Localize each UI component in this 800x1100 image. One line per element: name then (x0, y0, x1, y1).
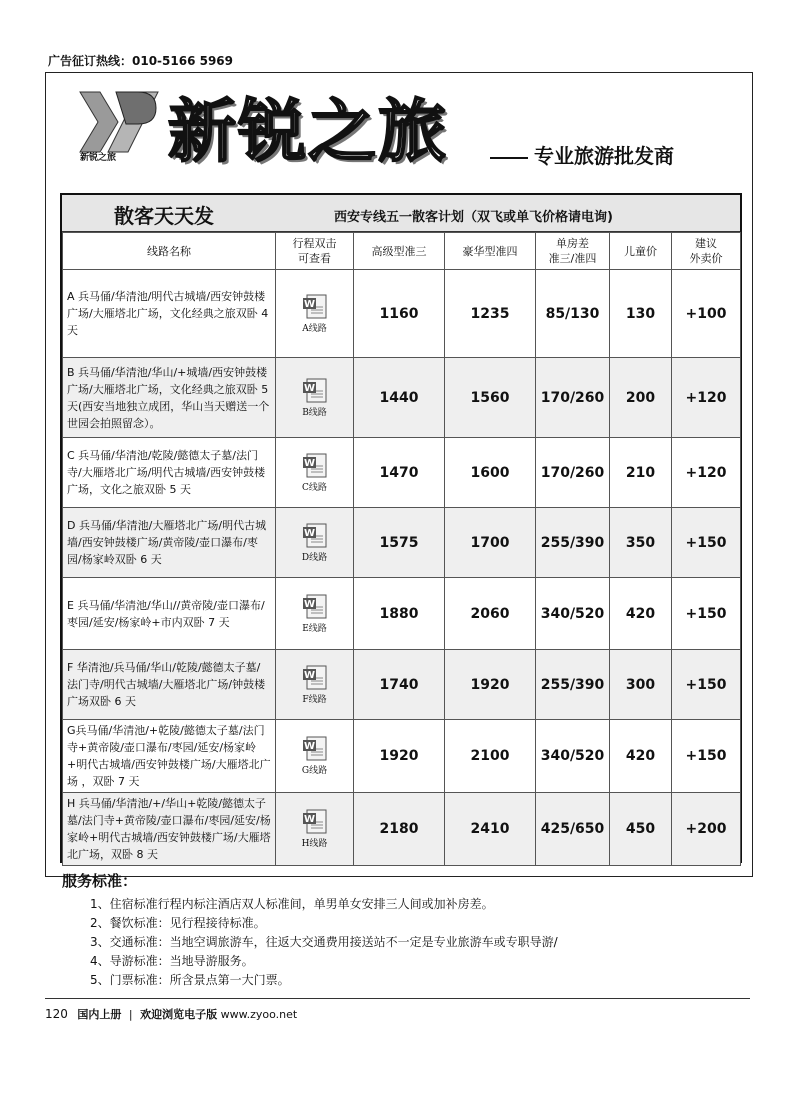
logo-caption: 新锐之旅 (80, 153, 117, 163)
standard-price-cell: 2180 (354, 793, 445, 866)
suggested-price-cell: +100 (672, 270, 741, 358)
luxury-price-cell: 2410 (445, 793, 536, 866)
service-item: 5、门票标准：所含景点第一大门票。 (90, 973, 290, 987)
service-standards-list (90, 895, 558, 990)
service-item: 1、住宿标准行程内标注酒店双人标准间，单男单女安排三人间或加补房差。 (90, 897, 494, 911)
itinerary-doc-cell[interactable] (276, 720, 354, 793)
header-child-price: 儿童价 (610, 233, 672, 270)
itinerary-doc-label: F线路 (302, 694, 327, 705)
standard-price-cell: 1880 (354, 578, 445, 650)
footer-url[interactable]: www.zyoo.net (220, 1008, 298, 1021)
child-price-cell: 130 (610, 270, 672, 358)
band-title: 散客天天发 (114, 204, 214, 228)
band-subtitle: 西安专线五一散客计划（双飞或单飞价格请电询) (334, 210, 613, 225)
itinerary-doc-label: A线路 (302, 323, 327, 334)
svg-text:W: W (303, 741, 315, 752)
word-doc-icon (302, 735, 328, 761)
page-number: 120 (45, 1007, 68, 1021)
service-item: 2、餐饮标准：见行程接待标准。 (90, 916, 266, 930)
route-name-cell: G兵马俑/华清池/+乾陵/懿德太子墓/法门寺+黄帝陵/壶口瀑布/枣园/延安/杨家岭+明代古城墙/西安钟鼓楼广场/大雁塔北广场 ，双卧 7 天 (63, 720, 276, 793)
suggested-price-cell: +150 (672, 720, 741, 793)
word-doc-icon (302, 522, 328, 548)
service-standards-title: 服务标准： (62, 872, 138, 890)
table-row (63, 720, 741, 793)
single-supplement-cell: 340/520 (536, 578, 610, 650)
header-route-name: 线路名称 (63, 233, 276, 270)
single-supplement-cell: 255/390 (536, 508, 610, 578)
itinerary-doc-link[interactable] (302, 452, 328, 493)
itinerary-doc-link[interactable] (302, 522, 328, 563)
word-doc-icon (302, 377, 328, 403)
svg-text:W: W (303, 598, 315, 610)
standard-price-cell: 1440 (354, 358, 445, 438)
itinerary-doc-link[interactable] (302, 664, 328, 705)
suggested-price-cell: +150 (672, 508, 741, 578)
svg-text:W: W (303, 382, 315, 394)
svg-text:W: W (303, 298, 315, 310)
itinerary-doc-cell[interactable] (276, 650, 354, 720)
itinerary-doc-link[interactable] (302, 735, 328, 776)
itinerary-doc-link[interactable] (302, 293, 328, 334)
itinerary-doc-link[interactable] (302, 377, 328, 418)
service-item: 4、导游标准：当地导游服务。 (90, 954, 254, 968)
single-supplement-cell: 170/260 (536, 438, 610, 508)
word-doc-icon (302, 452, 328, 478)
standard-price-cell: 1920 (354, 720, 445, 793)
header-standard: 高级型准三 (354, 233, 445, 270)
table-row (63, 270, 741, 358)
table-row (63, 793, 741, 866)
itinerary-doc-link[interactable] (302, 593, 328, 634)
svg-text:W: W (303, 669, 315, 681)
itinerary-doc-cell[interactable] (276, 508, 354, 578)
svg-text:W: W (303, 814, 315, 825)
itinerary-doc-cell[interactable] (276, 793, 354, 866)
itinerary-doc-label: E线路 (302, 623, 327, 634)
service-item: 3、交通标准：当地空调旅游车，往返大交通费用接送站不一定是专业旅游车或专职导游/ (90, 935, 558, 949)
route-name-cell: F 华清池/兵马俑/华山/乾陵/懿德太子墓/法门寺/明代古城墙/大雁塔北广场/钟鼓楼广场双卧 6 天 (63, 650, 276, 720)
child-price-cell: 200 (610, 358, 672, 438)
header-luxury: 豪华型准四 (445, 233, 536, 270)
suggested-price-cell: +120 (672, 438, 741, 508)
route-name-cell: E 兵马俑/华清池/华山//黄帝陵/壶口瀑布/枣园/延安/杨家岭+市内双卧 7 天 (63, 578, 276, 650)
footer-slogan: 欢迎浏览电子版 (140, 1008, 218, 1021)
route-name-cell: B 兵马俑/华清池/华山/+城墙/西安钟鼓楼广场/大雁塔北广场，文化经典之旅双卧 5 天(西安当地独立成团，华山当天赠送一个世园会拍照留念）。 (63, 358, 276, 438)
standard-price-cell: 1575 (354, 508, 445, 578)
route-price-table (62, 232, 741, 866)
standard-price-cell: 1160 (354, 270, 445, 358)
single-supplement-cell: 170/260 (536, 358, 610, 438)
table-row (63, 358, 741, 438)
page-footer (45, 1006, 297, 1022)
table-row (63, 438, 741, 508)
brand-title: 新锐之旅 (168, 93, 449, 172)
route-name-cell: D 兵马俑/华清池/大雁塔北广场/明代古城墙/西安钟鼓楼广场/黄帝陵/壶口瀑布/枣园/杨家岭双卧 6 天 (63, 508, 276, 578)
footer-separator: | (128, 1008, 133, 1021)
single-supplement-cell: 85/130 (536, 270, 610, 358)
child-price-cell: 350 (610, 508, 672, 578)
child-price-cell: 420 (610, 578, 672, 650)
single-supplement-cell: 425/650 (536, 793, 610, 866)
title-band (62, 195, 740, 232)
child-price-cell: 300 (610, 650, 672, 720)
luxury-price-cell: 1600 (445, 438, 536, 508)
word-doc-icon (302, 808, 328, 834)
footer-divider (45, 998, 750, 999)
suggested-price-cell: +150 (672, 578, 741, 650)
route-name-cell: A 兵马俑/华清池/明代古城墙/西安钟鼓楼广场/大雁塔北广场，文化经典之旅双卧 4 天 (63, 270, 276, 358)
header-suggested-price: 建议 外卖价 (672, 233, 741, 270)
single-supplement-cell: 340/520 (536, 720, 610, 793)
table-row (63, 578, 741, 650)
svg-text:W: W (303, 457, 315, 469)
suggested-price-cell: +150 (672, 650, 741, 720)
header-single-supplement: 单房差 准三/准四 (536, 233, 610, 270)
brand-subtitle: 专业旅游批发商 (490, 140, 674, 169)
itinerary-doc-label: C线路 (302, 482, 327, 493)
table-header-row (63, 233, 741, 270)
luxury-price-cell: 1700 (445, 508, 536, 578)
itinerary-doc-cell[interactable] (276, 358, 354, 438)
svg-text:W: W (303, 527, 315, 539)
child-price-cell: 210 (610, 438, 672, 508)
itinerary-doc-label: H线路 (301, 839, 328, 849)
header-itinerary: 行程双击 可查看 (276, 233, 354, 270)
child-price-cell: 450 (610, 793, 672, 866)
suggested-price-cell: +200 (672, 793, 741, 866)
table-row (63, 650, 741, 720)
route-name-cell: H 兵马俑/华清池/+/华山+乾陵/懿德太子墓/法门寺+黄帝陵/壶口瀑布/枣园/延安/杨家岭+明代古城墙/西安钟鼓楼广场/大雁塔北广场，双卧 8 天 (63, 793, 276, 866)
luxury-price-cell: 1920 (445, 650, 536, 720)
luxury-price-cell: 1560 (445, 358, 536, 438)
luxury-price-cell: 2100 (445, 720, 536, 793)
luxury-price-cell: 2060 (445, 578, 536, 650)
word-doc-icon (302, 293, 328, 319)
child-price-cell: 420 (610, 720, 672, 793)
itinerary-doc-cell[interactable] (276, 578, 354, 650)
standard-price-cell: 1470 (354, 438, 445, 508)
route-name-cell: C 兵马俑/华清池/乾陵/懿德太子墓/法门寺/大雁塔北广场/明代古城墙/西安钟鼓楼广场，文化之旅双卧 5 天 (63, 438, 276, 508)
standard-price-cell: 1740 (354, 650, 445, 720)
word-doc-icon (302, 664, 328, 690)
table-row (63, 508, 741, 578)
itinerary-doc-label: D线路 (301, 552, 328, 563)
itinerary-doc-cell[interactable] (276, 270, 354, 358)
single-supplement-cell: 255/390 (536, 650, 610, 720)
itinerary-doc-link[interactable] (302, 808, 328, 849)
itinerary-doc-label: G线路 (301, 766, 328, 776)
itinerary-doc-label: B线路 (302, 407, 327, 418)
footer-section: 国内上册 (77, 1008, 122, 1021)
ad-hotline: 广告征订热线：010-5166 5969 (48, 54, 234, 68)
luxury-price-cell: 1235 (445, 270, 536, 358)
itinerary-doc-cell[interactable] (276, 438, 354, 508)
suggested-price-cell: +120 (672, 358, 741, 438)
word-doc-icon (302, 593, 328, 619)
